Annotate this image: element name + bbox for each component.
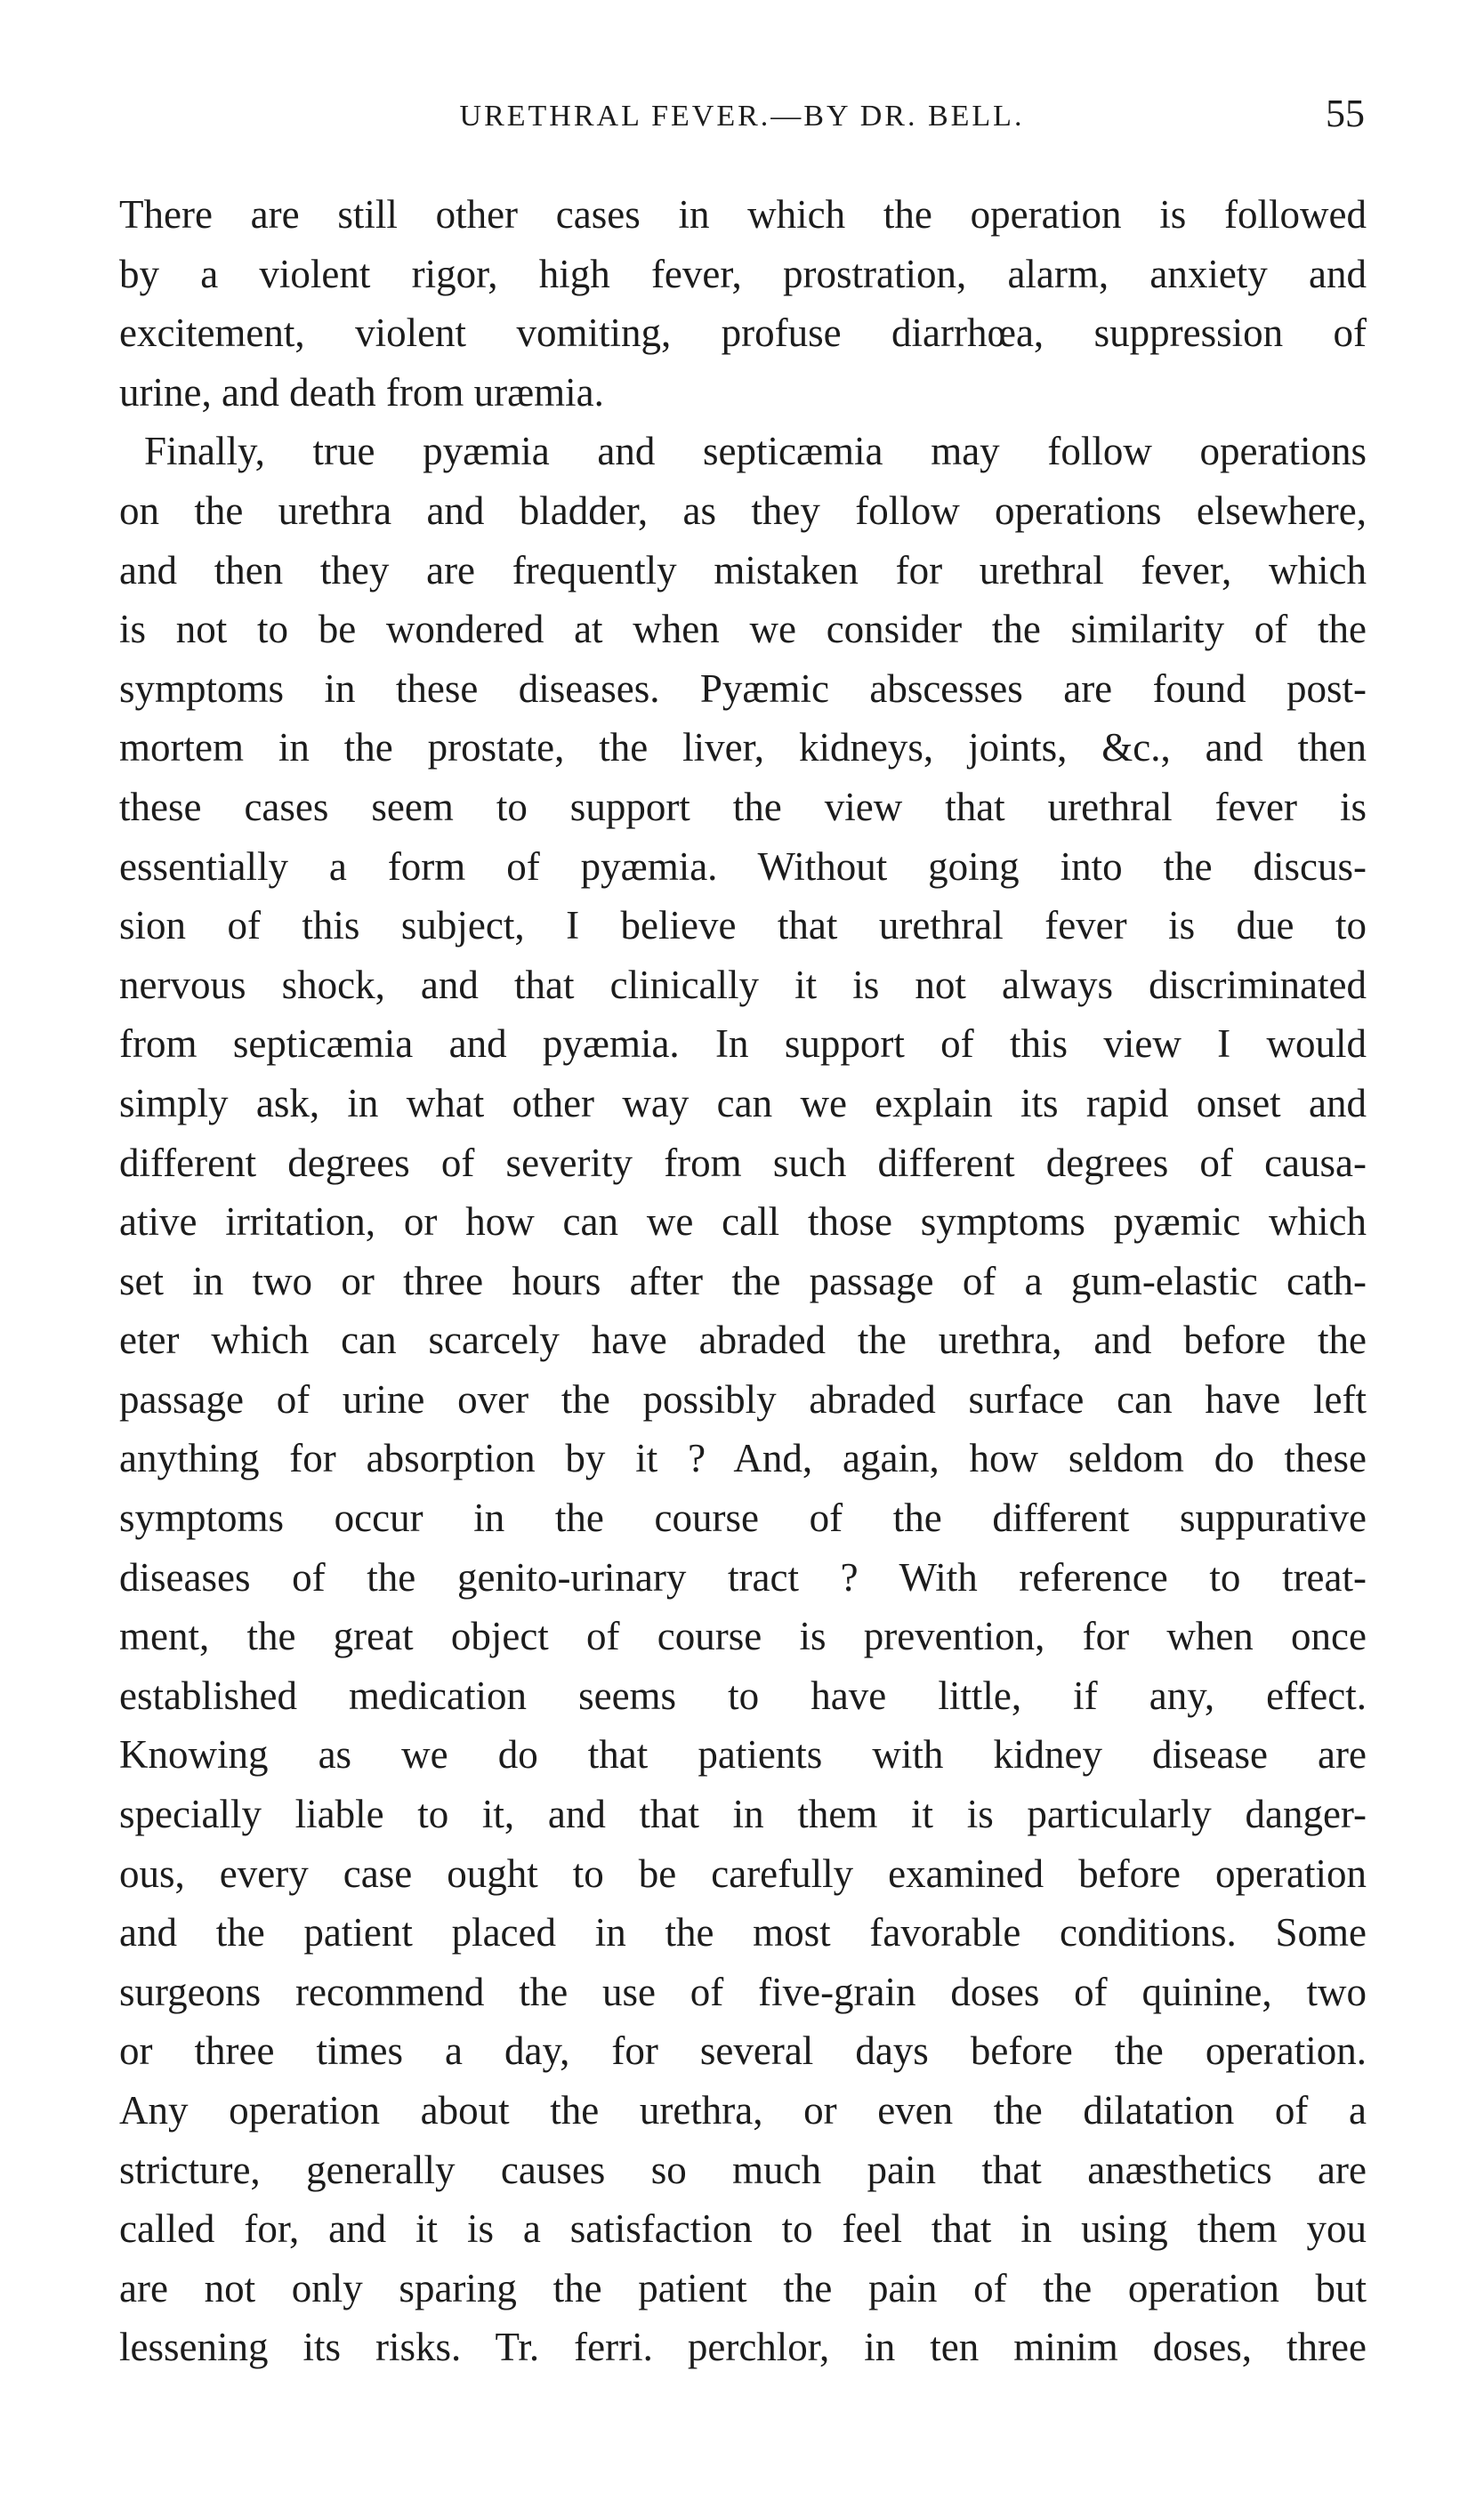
text-line: on the urethra and bladder, as they follow operations elsewhere,: [119, 488, 1367, 533]
text-line: ative irritation, or how can we call those symptoms pyæmic which: [119, 1199, 1367, 1245]
text-line: mortem in the prostate, the liver, kidneys, joints, &c., and then: [119, 725, 1367, 770]
text-line: stricture, generally causes so much pain that anæsthetics are: [119, 2147, 1367, 2192]
text-line: urine, and death from uræmia.: [119, 369, 604, 415]
text-line: diseases of the genito-urinary tract ? With reference to treat-: [119, 1554, 1367, 1600]
text-line: called for, and it is a satisfaction to feel that in using them you: [119, 2206, 1367, 2252]
body-text: [119, 185, 1367, 2377]
text-line: specially liable to it, and that in them it is particularly danger-: [119, 1792, 1367, 1837]
text-line: these cases seem to support the view that urethral fever is: [119, 784, 1367, 829]
text-line: set in two or three hours after the passage of a gum-elastic cath-: [119, 1258, 1367, 1303]
text-line: symptoms in these diseases. Pyæmic abscesses are found post-: [119, 665, 1367, 711]
text-line: established medication seems to have little, if any, effect.: [119, 1673, 1367, 1718]
text-line: Any operation about the urethra, or even the dilatation of a: [119, 2088, 1367, 2133]
text-line: from septicæmia and pyæmia. In support of this view I would: [119, 1021, 1367, 1067]
text-line: passage of urine over the possibly abraded surface can have left: [119, 1376, 1367, 1422]
text-line: essentially a form of pyæmia. Without going into the discus-: [119, 843, 1367, 889]
text-line: simply ask, in what other way can we explain its rapid onset and: [119, 1080, 1367, 1125]
text-line: ous, every case ought to be carefully examined before operation: [119, 1851, 1367, 1896]
page-number: 55: [1326, 92, 1365, 135]
text-line: are not only sparing the patient the pain of the operation but: [119, 2265, 1367, 2310]
text-line: eter which can scarcely have abraded the urethra, and before the: [119, 1318, 1367, 1363]
text-line: and the patient placed in the most favorable conditions. Some: [119, 1910, 1367, 1956]
text-line: Knowing as we do that patients with kidney disease are: [119, 1732, 1367, 1778]
text-line: There are still other cases in which the operation is followed: [119, 192, 1367, 237]
text-line: surgeons recommend the use of five-grain doses of quinine, two: [119, 1969, 1367, 2014]
text-line: excitement, violent vomiting, profuse diarrhœa, suppression of: [119, 310, 1367, 356]
text-line: by a violent rigor, high fever, prostration, alarm, anxiety and: [119, 251, 1367, 296]
running-head: [119, 91, 1365, 144]
text-line: symptoms occur in the course of the different suppurative: [119, 1496, 1367, 1541]
text-line: sion of this subject, I believe that urethral fever is due to: [119, 903, 1367, 948]
text-line: nervous shock, and that clinically it is not always discriminated: [119, 962, 1367, 1007]
text-line: anything for absorption by it ? And, again, how seldom do these: [119, 1436, 1367, 1481]
text-line: is not to be wondered at when we consider the similarity of the: [119, 607, 1367, 652]
text-line: different degrees of severity from such different degrees of causa-: [119, 1140, 1367, 1185]
text-line: lessening its risks. Tr. ferri. perchlor, in ten minim doses, three: [119, 2325, 1367, 2370]
text-line: ment, the great object of course is prevention, for when once: [119, 1614, 1367, 1659]
running-title: URETHRAL FEVER.—BY DR. BELL.: [459, 100, 1025, 133]
text-line: Finally, true pyæmia and septicæmia may follow operations: [144, 429, 1367, 474]
text-line: and then they are frequently mistaken for urethral fever, which: [119, 547, 1367, 593]
text-line: or three times a day, for several days before the operation.: [119, 2028, 1367, 2074]
